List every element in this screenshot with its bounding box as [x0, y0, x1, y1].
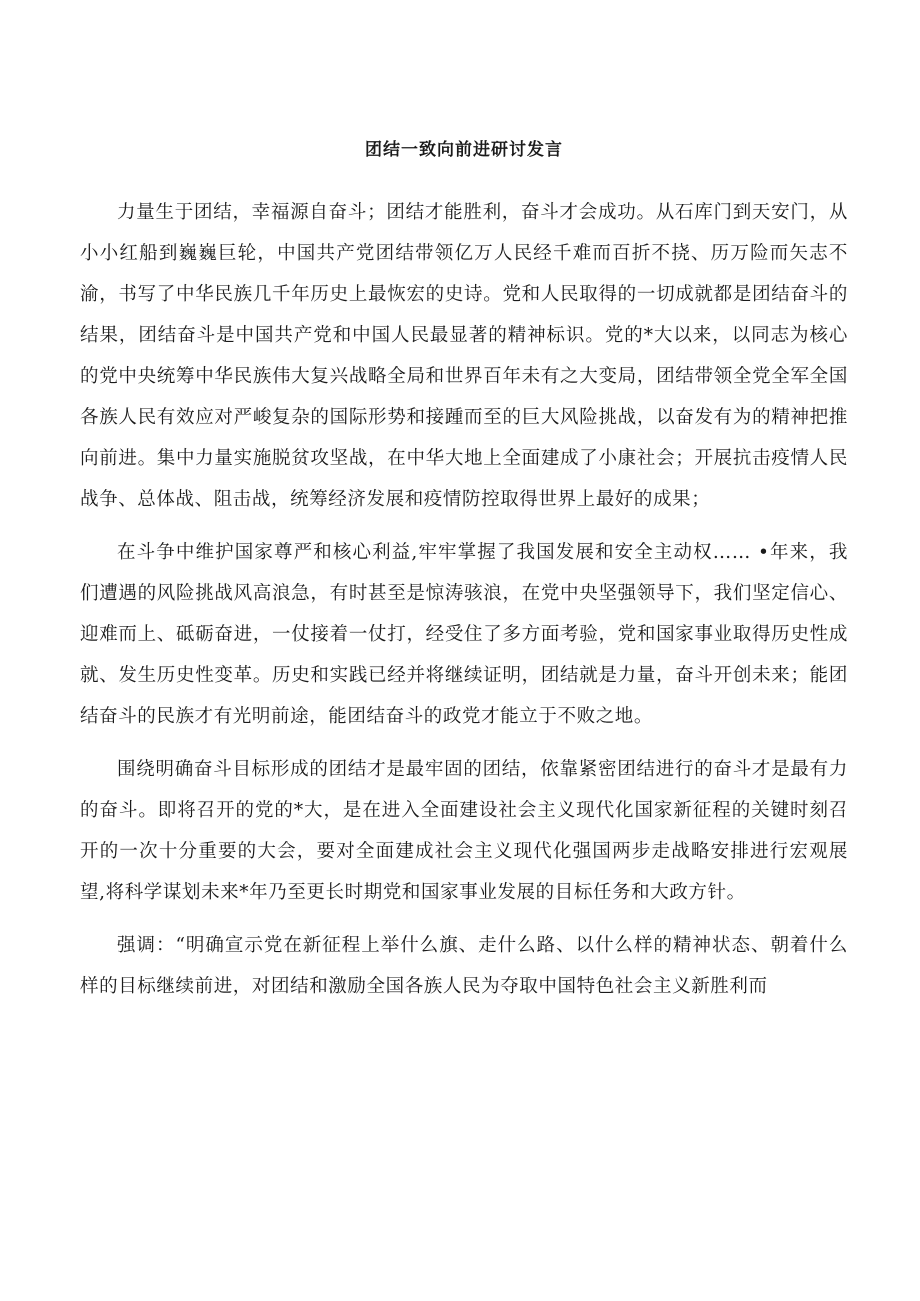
document-body	[80, 192, 848, 1007]
paragraph-1: 力量生于团结，幸福源自奋斗；团结才能胜利，奋斗才会成功。从石库门到天安门，从小小红船到巍巍巨轮，中国共产党团结带领亿万人民经千难而百折不挠、历万险而矢志不渝，书写了中华民族几千年历史上最恢宏的史诗。党和人民取得的一切成就都是团结奋斗的结果，团结奋斗是中国共产党和中国人民最显著的精神标识。党的*大以来，以同志为核心的党中央统筹中华民族伟大复兴战略全局和世界百年未有之大变局，团结带领全党全军全国各族人民有效应对严峻复杂的国际形势和接踵而至的巨大风险挑战，以奋发有为的精神把推向前进。集中力量实施脱贫攻坚战，在中华大地上全面建成了小康社会；开展抗击疫情人民战争、总体战、阻击战，统筹经济发展和疫情防控取得世界上最好的成果；	[80, 202, 848, 510]
paragraph-3: 围绕明确奋斗目标形成的团结才是最牢固的团结，依靠紧密团结进行的奋斗才是最有力的奋斗。即将召开的党的*大，是在进入全面建设社会主义现代化国家新征程的关键时刻召开的一次十分重要的大会，要对全面建成社会主义现代化强国两步走战略安排进行宏观展望,将科学谋划未来*年乃至更长时期党和国家事业发展的目标任务和大政方针。	[80, 759, 848, 903]
document-title: 团结一致向前进研讨发言	[365, 140, 563, 160]
paragraph-2: 在斗争中维护国家尊严和核心利益,牢牢掌握了我国发展和安全主动权…… •年来，我们遭遇的风险挑战风高浪急，有时甚至是惊涛骇浪，在党中央坚强领导下，我们坚定信心、迎难而上、砥砺奋进，一仗接着一仗打，经受住了多方面考验，党和国家事业取得历史性成就、发生历史性变革。历史和实践已经并将继续证明，团结就是力量，奋斗开创未来；能团结奋斗的民族才有光明前途，能团结奋斗的政党才能立于不败之地。	[80, 542, 848, 727]
paragraph-4: 强调：“明确宣示党在新征程上举什么旗、走什么路、以什么样的精神状态、朝着什么样的目标继续前进，对团结和激励全国各族人民为夺取中国特色社会主义新胜利而	[80, 935, 848, 997]
